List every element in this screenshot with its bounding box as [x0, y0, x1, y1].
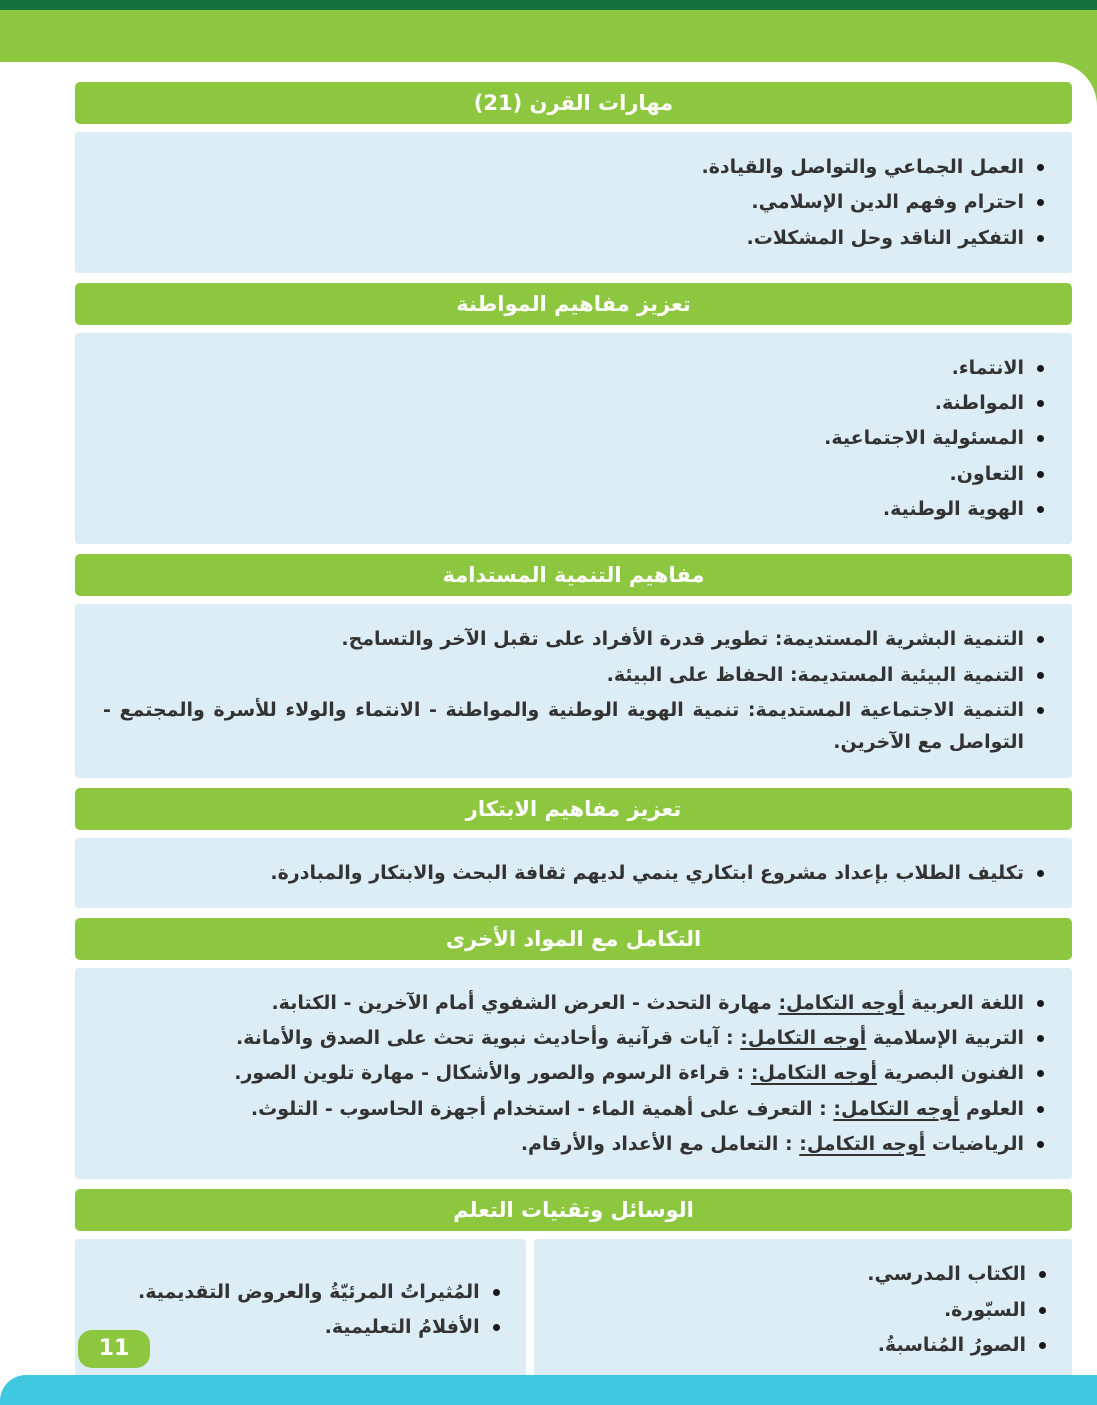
- section-body-tools: [75, 1239, 1072, 1380]
- list-item: [560, 1329, 1046, 1361]
- list-item-text: [103, 1057, 1024, 1089]
- top-green-band: [0, 10, 1097, 62]
- list-item-text: المواطنة.: [934, 392, 1024, 415]
- integration-aspects-label: أوجه التكامل:: [740, 1027, 867, 1050]
- bullet-icon: [1037, 506, 1044, 513]
- section-skills: [75, 82, 1072, 273]
- tools-right-column: [534, 1239, 1072, 1380]
- list-item: [103, 659, 1044, 691]
- integration-aspects-label: أوجه التكامل:: [778, 991, 905, 1014]
- list-item-text: الأفلامُ التعليمية.: [324, 1316, 480, 1339]
- bullet-icon: [1037, 471, 1044, 478]
- list-item: [103, 151, 1044, 183]
- list-item-text: التنمية البشرية المستديمة: تطوير قدرة الأفراد على تقبل الآخر والتسامح.: [341, 628, 1024, 651]
- footer-cyan-band: [0, 1375, 1097, 1405]
- bullet-icon: [1037, 870, 1044, 877]
- list-item-text: [103, 1022, 1024, 1054]
- list-item-text: [103, 987, 1024, 1019]
- subject-label: اللغة العربية: [904, 991, 1024, 1014]
- section-body-innovation: [75, 838, 1072, 908]
- section-title: مهارات القرن (21): [473, 91, 674, 115]
- subject-label: الفنون البصرية: [876, 1062, 1024, 1085]
- list-item-text: [103, 1093, 1024, 1125]
- section-header-integration: [75, 918, 1072, 960]
- list-item-text: تكليف الطلاب بإعداد مشروع ابتكاري ينمي لديهم ثقافة البحث والابتكار والمبادرة.: [270, 861, 1024, 884]
- bullet-icon: [1037, 1035, 1044, 1042]
- bullet-icon: [1037, 672, 1044, 679]
- list-item: [103, 1022, 1044, 1054]
- list-item-text: التنمية الاجتماعية المستديمة: تنمية الهوية الوطنية والمواطنة - الانتماء والولاء للأسرة والمجتمع - التواصل مع الآخرين.: [103, 698, 1024, 754]
- section-body-skills: [75, 132, 1072, 273]
- integration-detail: : آيات قرآنية وأحاديث نبوية تحث على الصدق والأمانة.: [235, 1027, 741, 1050]
- bullet-icon: [493, 1324, 500, 1331]
- section-header-skills: [75, 82, 1072, 124]
- list-item-text: الصورُ المُناسبةُ.: [877, 1333, 1026, 1356]
- bullet-icon: [1037, 1000, 1044, 1007]
- subject-label: الرياضيات: [925, 1133, 1024, 1156]
- section-header-innovation: [75, 788, 1072, 830]
- list-item: [103, 186, 1044, 218]
- top-dark-green-strip: [0, 0, 1097, 10]
- page-content: [75, 82, 1072, 1380]
- integration-aspects-label: أوجه التكامل:: [799, 1133, 926, 1156]
- bullet-icon: [1037, 164, 1044, 171]
- bullet-icon: [493, 1289, 500, 1296]
- list-item-text: الانتماء.: [951, 356, 1024, 379]
- list-item-text: المُثيراتُ المرئيّةُ والعروض التقديمية.: [138, 1280, 480, 1303]
- integration-detail: : التعامل مع الأعداد والأرقام.: [520, 1133, 800, 1156]
- list-item: [101, 1276, 500, 1308]
- list-item: [103, 1128, 1044, 1160]
- section-title: مفاهيم التنمية المستدامة: [442, 563, 705, 588]
- section-header-sustainable: [75, 554, 1072, 596]
- list-item: [103, 352, 1044, 384]
- page-number-badge: 11: [78, 1330, 150, 1368]
- bullet-icon: [1037, 1070, 1044, 1077]
- list-item-text: الكتاب المدرسي.: [867, 1263, 1026, 1286]
- bullet-icon: [1039, 1342, 1046, 1349]
- section-citizenship: [75, 283, 1072, 544]
- section-header-tools: [75, 1189, 1072, 1231]
- list-item: [103, 422, 1044, 454]
- list-item: [103, 493, 1044, 525]
- bullet-icon: [1037, 707, 1044, 714]
- list-item-text: المسئولية الاجتماعية.: [824, 427, 1024, 450]
- section-body-citizenship: [75, 333, 1072, 544]
- bullet-icon: [1037, 400, 1044, 407]
- list-item-text: التفكير الناقد وحل المشكلات.: [746, 226, 1024, 249]
- bullet-icon: [1037, 199, 1044, 206]
- list-item: [103, 458, 1044, 490]
- list-item: [560, 1294, 1046, 1326]
- integration-detail: : قراءة الرسوم والصور والأشكال - مهارة تلوين الصور.: [234, 1062, 751, 1085]
- integration-detail: : التعرف على أهمية الماء - استخدام أجهزة الحاسوب - التلوث.: [250, 1097, 834, 1120]
- section-title: التكامل مع المواد الأخرى: [445, 926, 702, 951]
- bullet-icon: [1037, 435, 1044, 442]
- list-item: [103, 387, 1044, 419]
- bullet-icon: [1037, 636, 1044, 643]
- list-item-text: السبّورة.: [943, 1298, 1026, 1321]
- integration-aspects-label: أوجه التكامل:: [750, 1062, 877, 1085]
- bullet-icon: [1037, 235, 1044, 242]
- subject-label: التربية الإسلامية: [866, 1027, 1024, 1050]
- list-item: [103, 623, 1044, 655]
- section-body-sustainable: [75, 604, 1072, 777]
- list-item: [103, 222, 1044, 254]
- section-integration: [75, 918, 1072, 1179]
- list-item-text: التنمية البيئية المستديمة: الحفاظ على البيئة.: [606, 663, 1024, 686]
- section-body-integration: [75, 968, 1072, 1179]
- list-item-text: احترام وفهم الدين الإسلامي.: [751, 191, 1024, 214]
- list-item-text: الهوية الوطنية.: [882, 498, 1024, 521]
- list-item: [103, 987, 1044, 1019]
- section-innovation: [75, 788, 1072, 908]
- section-title: الوسائل وتقنيات التعلم: [453, 1198, 694, 1223]
- list-item: [103, 857, 1044, 889]
- bullet-icon: [1037, 1106, 1044, 1113]
- list-item: [101, 1311, 500, 1343]
- list-item: [103, 1093, 1044, 1125]
- integration-aspects-label: أوجه التكامل:: [833, 1097, 960, 1120]
- section-title: تعزيز مفاهيم المواطنة: [456, 291, 691, 316]
- section-header-citizenship: [75, 283, 1072, 325]
- section-title: تعزيز مفاهيم الابتكار: [465, 796, 682, 821]
- list-item-text: [103, 1128, 1024, 1160]
- list-item: [560, 1258, 1046, 1290]
- list-item: [103, 1057, 1044, 1089]
- integration-detail: مهارة التحدث - العرض الشفوي أمام الآخرين - الكتابة.: [271, 991, 779, 1014]
- list-item: [103, 694, 1044, 759]
- bullet-icon: [1037, 1141, 1044, 1148]
- section-tools: [75, 1189, 1072, 1380]
- list-item-text: التعاون.: [949, 462, 1024, 485]
- bullet-icon: [1039, 1307, 1046, 1314]
- list-item-text: العمل الجماعي والتواصل والقيادة.: [701, 156, 1024, 178]
- subject-label: العلوم: [959, 1097, 1024, 1120]
- bullet-icon: [1037, 365, 1044, 372]
- bullet-icon: [1039, 1271, 1046, 1278]
- section-sustainable: [75, 554, 1072, 777]
